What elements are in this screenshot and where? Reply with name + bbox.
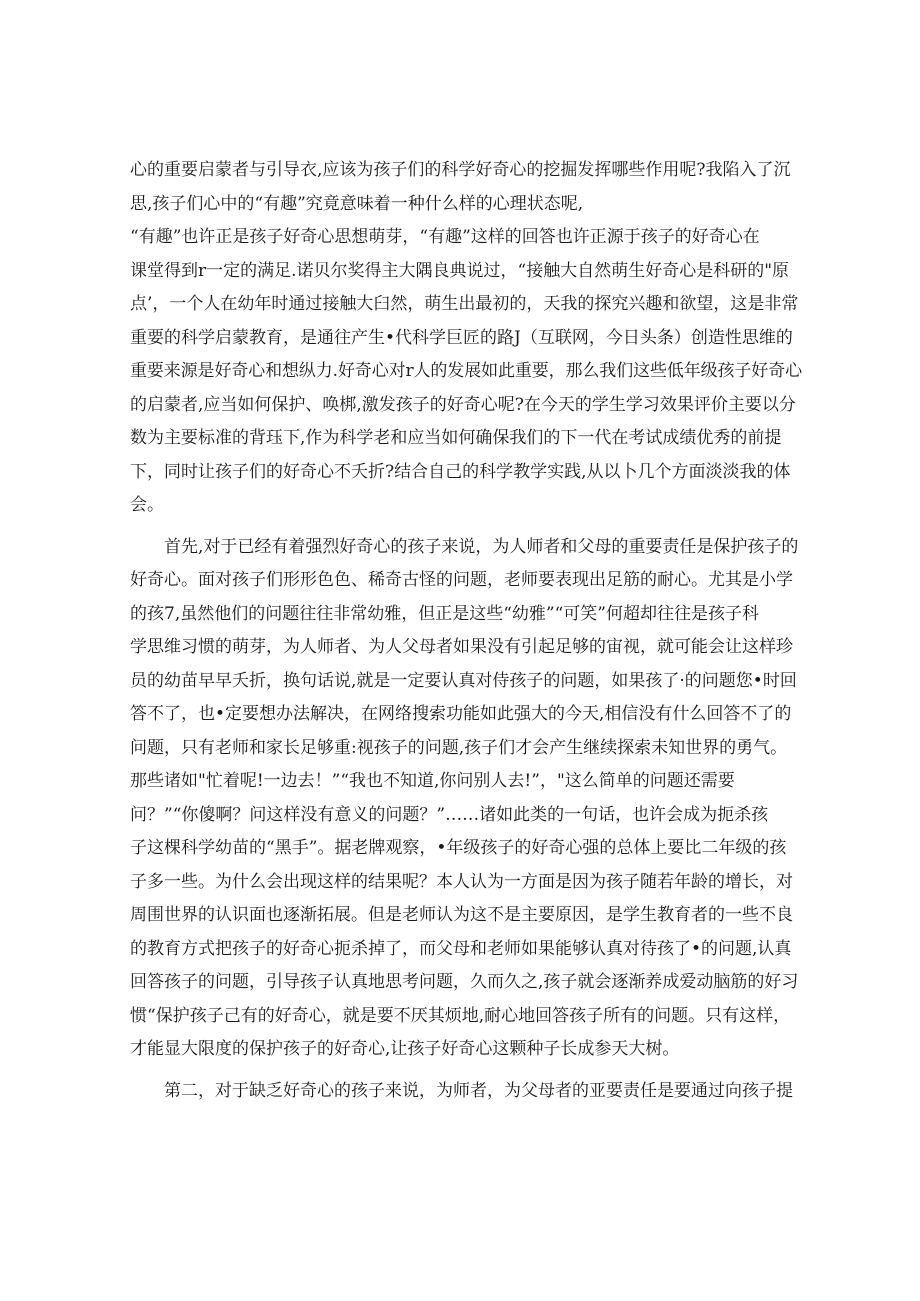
text-line: 心的重要启蒙者与引导衣,应该为孩子们的科学好奇心的挖掘发挥哪些作用呢?我陷入了沉 (130, 160, 791, 180)
paragraph-second-point (130, 1075, 802, 1109)
text-line: 的教育方式把孩子的好奇心扼杀掉了，而父母和老师如果能够认真对待孩了•的问题,认真 (130, 938, 792, 959)
text-line: 子这棵科学幼苗的“黑手”。据老牌观察，•年级孩子的好奇心强的总体上要比二年级的孩 (130, 838, 787, 858)
text-line: 的启蒙者,应当如何保护、唤梆,激发孩子的好奇心呢?在今天的学生学习效果评价主要以分 (130, 394, 796, 415)
text-line: 下，同时让孩子们的好奇心不夭折?结合自己的科学教学实践,从以卜几个方面淡淡我的体 (130, 461, 791, 482)
paragraph-first-point (130, 531, 802, 1067)
text-line: 回答孩子的问题，引导孩子认真地思考问题，久而久之,孩子就会逐渐养成爱动脑筋的好习 (130, 972, 799, 992)
text-line: 那些诸如"忙着呢!一边去！”“我也不知道,你问别人去!”，"这么简单的问题还需要 (130, 771, 735, 791)
text-line: 重要来源是好奇心和想纵力.好奇心对r人的发展如此重要，那么我们这些低年级孩子好奇心 (130, 361, 802, 381)
text-line: 的孩7,虽然他们的问题往往非常幼雅，但正是这些“幼雅”“可笑”何超却往往是孩子科 (130, 603, 759, 624)
text-line: 问？”“你傻啊？问这样没有意义的问题？”……诸如此类的一句话，也许会成为扼杀孩 (130, 804, 769, 825)
text-line: 课堂得到r一定的满足.诺贝尔奖得主大隅良典说过，“接触大自然萌生好奇心是科研的"原 (130, 260, 790, 281)
paragraph-interest (130, 221, 802, 523)
text-line: 好奇心。面对孩子们形形色色、稀奇古怪的问题，老师要表现出足筋的耐心。尤其是小学 (130, 570, 793, 590)
text-line: 数为主要标准的背珏下,作为科学老和应当如何确保我们的下一代在考试成绩优秀的前提 (130, 428, 782, 448)
text-line: 答不了，也•定要想办法解决，在网络搜索功能如此强大的今天,相信没有什么回答不了的 (130, 704, 792, 724)
text-line: 重要的科学启蒙教育，是通往产生•代科学巨匠的路J（互联网，今日头条）创造性思维的 (130, 327, 793, 348)
text-line: 第二，对于缺乏好奇心的孩子来说，为师者，为父母者的亚要责任是要通过向孩子提 (164, 1080, 793, 1101)
paragraph-intro-continued (130, 154, 802, 221)
text-line: 才能显大限度的保护孩子的好奇心,让孩子好奇心这颗种子长成参天大树。 (130, 1039, 680, 1059)
text-line: 点’，一个人在幼年时通过接触大臼然，萌生出最初的，天我的探究兴趣和欲望，这是非常 (130, 294, 799, 314)
text-line: 子多一些。为什么会出现这样的结果呢？本人认为一方面是因为孩子随若年龄的增长，对 (130, 871, 793, 892)
text-line: 学思维习惯的萌芽，为人师者、为人父母者如果没有引起足够的宙视，就可能会让这样珍 (130, 637, 793, 657)
text-line: 首先,对于已经有着强烈好奇心的孩子来说，为人师者和父母的重要责任是保护孩子的 (164, 536, 799, 557)
text-line: 会。 (130, 495, 164, 515)
text-line: “有趣”也许正是孩子好奇心思想萌芽，“有趣”这样的回答也许正源于孩子的好奇心在 (130, 227, 760, 247)
text-line: 思,孩子们心中的“有趣”究竟意味着一种什么样的心理状态呢, (130, 193, 584, 214)
text-line: 问题，只有老师和家长足够重:视孩子的问题,孩子们才会产生继续探索未知世界的勇气。 (130, 737, 788, 758)
text-line: 周围世界的认识面也逐渐拓展。但是老师认为这不是主要原因，是学生教育者的一些不良 (130, 905, 793, 925)
text-line: 员的幼苗早早夭折，换句话说,就是一定要认真对侍孩子的问题，如果孩了·的问题您•时回 (130, 670, 797, 691)
document-body (130, 154, 802, 1108)
text-line: 惯“保护孩子己有的好奇心，就是要不厌其烦地,耐心地回答孩子所有的问题。只有这样， (130, 1005, 791, 1026)
